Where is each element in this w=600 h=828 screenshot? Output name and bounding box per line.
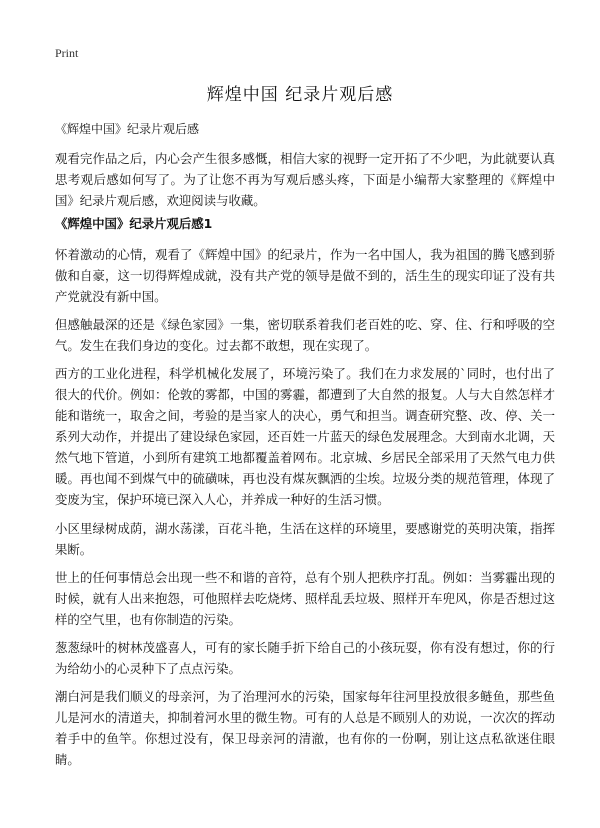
paragraph-6: 葱葱绿叶的树林茂盛喜人，可有的家长随手折下给自己的小孩玩耍，你有没有想过，你的行为给幼小的心灵种下了点点污染。 (55, 640, 555, 676)
paragraph-4: 小区里绿树成荫，湖水荡漾，百花斗艳，生活在这样的环境里，要感谢党的英明决策，指挥果断。 (55, 521, 555, 557)
paragraph-1: 怀着激动的心情，观看了《辉煌中国》的纪录片，作为一名中国人，我为祖国的腾飞感到骄傲和自豪，这一切得辉煌成就，没有共产党的领导是做不到的，活生生的现实印证了没有共产党就没有新中国。 (55, 247, 555, 304)
intro-paragraph: 观看完作品之后，内心会产生很多感慨，相信大家的视野一定开拓了不少吧，为此就要认真思考观后感如何写了。为了让您不再为写观后感头疼，下面是小编帮大家整理的《辉煌中国》纪录片观后感，欢迎阅读与收藏。 (55, 151, 555, 208)
section-heading: 《辉煌中国》纪录片观后感1 (55, 216, 213, 231)
print-label[interactable]: Print (55, 46, 79, 60)
paragraph-3: 西方的工业化进程，科学机械化发展了，环境污染了。我们在力求发展的`同时，也付出了很大的代价。例如：伦敦的雾都，中国的雾霾，都遭到了大自然的报复。人与大自然怎样才能和谐统一，取舍之间，考验的是当家人的决心，勇气和担当。调查研究整、改、停、关一系列大动作，并提出了建设绿色家园，还百姓一片蓝天的绿色发展理念。大到南水北调，天然气地下管道，小到所有建筑工地都覆盖着网布。北京城、乡居民全部采用了天然气电力供暖。再也闻不到煤气中的硫磺味，再也没有煤灰飘洒的尘埃。垃圾分类的规范管理，体现了变废为宝，保护环境已深入人心，并养成一种好的生活习惯。 (55, 366, 555, 507)
paragraph-5: 世上的任何事情总会出现一些不和谐的音符，总有个别人把秩序打乱。例如：当雾霾出现的时候，就有人出来抱怨，可他照样去吃烧烤、照样乱丢垃圾、照样开车兜风，你是否想过这样的空气里，也有你制造的污染。 (55, 570, 555, 627)
paragraph-2: 但感触最深的还是《绿色家园》一集，密切联系着我们老百姓的吃、穿、住、行和呼吸的空气。发生在我们身边的变化。过去都不敢想，现在实现了。 (55, 317, 555, 353)
page-title: 辉煌中国 纪录片观后感 (206, 85, 394, 105)
subtitle: 《辉煌中国》纪录片观后感 (55, 122, 200, 136)
paragraph-7: 潮白河是我们顺义的母亲河，为了治理河水的污染，国家每年往河里投放很多鲢鱼，那些鱼儿是河水的清道夫，抑制着河水里的微生物。可有的人总是不顾别人的劝说，一次次的挥动着手中的鱼竿。你想过没有，保卫母亲河的清澈，也有你的一份啊，别让这点私欲迷住眼睛。 (55, 689, 555, 767)
